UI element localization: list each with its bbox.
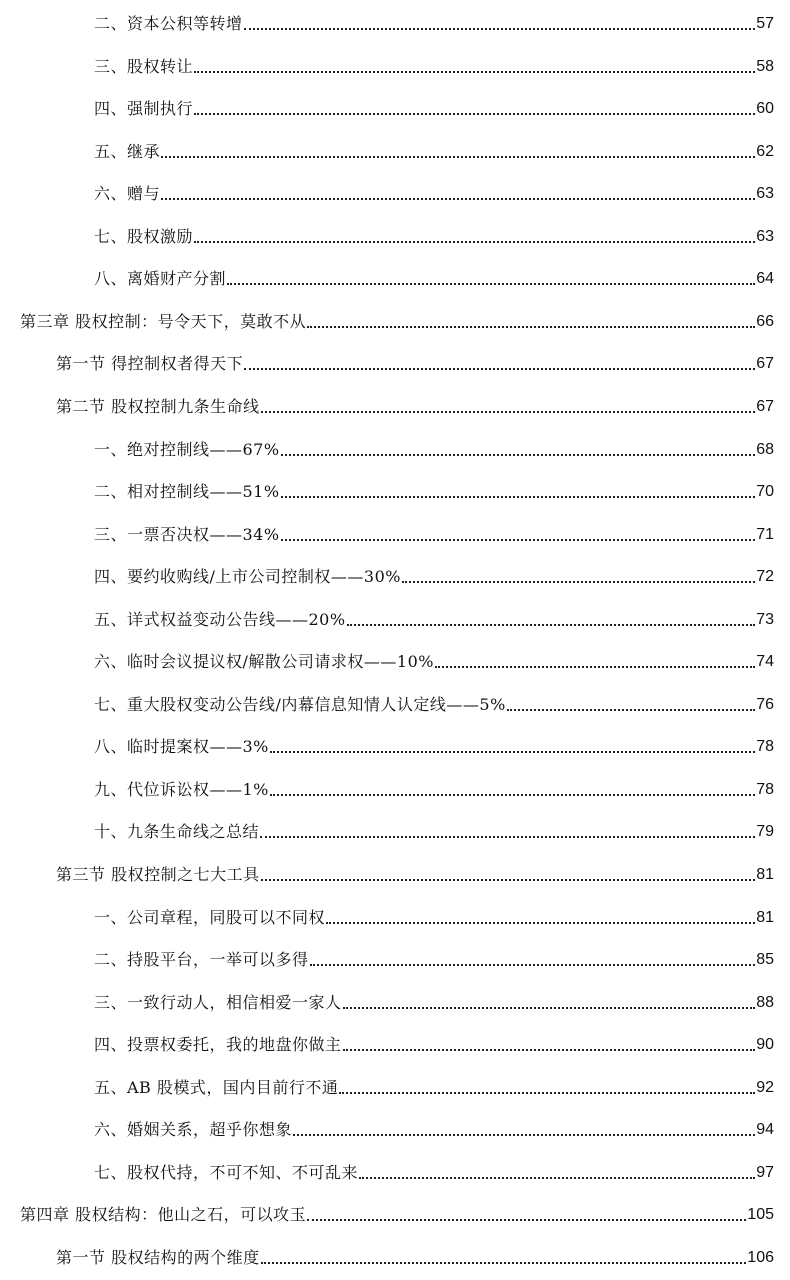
toc-page-number: 71: [756, 525, 774, 543]
toc-dot-leader: [270, 751, 755, 753]
toc-subsection-entry[interactable]: [94, 136, 774, 162]
toc-entry-title: 第三章 股权控制：号令天下，莫敢不从: [20, 311, 307, 331]
toc-subsection-entry[interactable]: [94, 774, 774, 800]
toc-page-number: 57: [756, 15, 774, 32]
toc-page-number: 97: [756, 1163, 774, 1181]
toc-dot-leader: [347, 624, 756, 626]
toc-page-number: 67: [756, 355, 774, 373]
toc-page-number: 85: [756, 951, 774, 969]
toc-section-entry[interactable]: [56, 348, 774, 374]
toc-subsection-entry[interactable]: [94, 902, 774, 928]
toc-page-number: 106: [747, 1248, 774, 1266]
toc-entry-title: 七、股权激励: [94, 226, 194, 246]
toc-subsection-entry[interactable]: [94, 1114, 774, 1140]
toc-dot-leader: [343, 1049, 756, 1051]
toc-subsection-entry[interactable]: [94, 93, 774, 119]
toc-entry-title: 六、临时会议提议权/解散公司请求权——10%: [94, 652, 434, 672]
toc-entry-title: 三、股权转让: [94, 56, 194, 76]
toc-subsection-entry[interactable]: [94, 476, 774, 502]
toc-page-number: 94: [756, 1121, 774, 1139]
toc-entry-title: 第四章 股权结构：他山之石，可以攻玉: [20, 1205, 307, 1225]
toc-dot-leader: [270, 794, 755, 796]
toc-section-entry[interactable]: [56, 1242, 774, 1268]
toc-entry-title: 三、一票否决权——34%: [94, 524, 280, 544]
toc-entry-title: 二、相对控制线——51%: [94, 482, 280, 502]
toc-section-entry[interactable]: [56, 391, 774, 417]
toc-dot-leader: [359, 1177, 755, 1179]
toc-dot-leader: [307, 326, 755, 328]
toc-entry-title: 四、投票权委托，我的地盘你做主: [94, 1035, 342, 1055]
toc-entry-title: 二、资本公积等转增: [94, 14, 243, 33]
toc-page-number: 105: [747, 1206, 774, 1224]
toc-subsection-entry[interactable]: [94, 604, 774, 630]
toc-subsection-entry[interactable]: [94, 1072, 774, 1098]
toc-entry-title: 第三节 股权控制之七大工具: [56, 865, 260, 884]
toc-page-number: 62: [756, 142, 774, 160]
toc-page-number: 66: [756, 312, 774, 330]
toc-dot-leader: [293, 1134, 755, 1136]
toc-page-number: 79: [756, 823, 774, 841]
toc-subsection-entry[interactable]: [94, 519, 774, 545]
toc-entry-title: 七、重大股权变动公告线/内幕信息知情人认定线——5%: [94, 694, 506, 714]
toc-subsection-entry[interactable]: [94, 987, 774, 1013]
toc-subsection-entry[interactable]: [94, 1029, 774, 1055]
toc-page-number: 63: [756, 227, 774, 245]
toc-dot-leader: [402, 581, 755, 583]
toc-subsection-entry[interactable]: [94, 689, 774, 715]
toc-page-number: 73: [756, 610, 774, 628]
toc-entry-title: 四、要约收购线/上市公司控制权——30%: [94, 567, 401, 587]
toc-entry-title: 十、九条生命线之总结: [94, 822, 260, 842]
toc-page-number: 68: [756, 440, 774, 458]
toc-entry-title: 二、持股平台，一举可以多得: [94, 950, 309, 970]
toc-dot-leader: [194, 113, 755, 115]
toc-entry-title: 五、AB 股模式，国内目前行不通: [94, 1077, 339, 1097]
toc-page-number: 92: [756, 1078, 774, 1096]
toc-page-number: 67: [756, 397, 774, 415]
toc-page-number: 58: [756, 57, 774, 75]
toc-dot-leader: [339, 1092, 755, 1094]
toc-page-number: 90: [756, 1036, 774, 1054]
toc-subsection-entry[interactable]: [94, 434, 774, 460]
toc-entry-title: 八、离婚财产分割: [94, 269, 227, 289]
toc-entry-title: 九、代位诉讼权——1%: [94, 779, 269, 799]
toc-dot-leader: [307, 1219, 746, 1221]
toc-dot-leader: [227, 283, 755, 285]
toc-subsection-entry[interactable]: [94, 8, 774, 34]
toc-subsection-entry[interactable]: [94, 263, 774, 289]
toc-dot-leader: [281, 539, 756, 541]
toc-dot-leader: [260, 836, 755, 838]
toc-dot-leader: [281, 454, 756, 456]
toc-dot-leader: [194, 71, 755, 73]
toc-dot-leader: [244, 28, 756, 30]
toc-section-entry[interactable]: [56, 859, 774, 885]
toc-dot-leader: [194, 241, 755, 243]
toc-entry-title: 四、强制执行: [94, 99, 194, 119]
toc-page-number: 81: [756, 908, 774, 926]
toc-dot-leader: [261, 879, 756, 881]
toc-page-number: 76: [756, 695, 774, 713]
toc-page-number: 70: [756, 483, 774, 501]
toc-dot-leader: [507, 709, 755, 711]
toc-dot-leader: [326, 922, 755, 924]
toc-entry-title: 八、临时提案权——3%: [94, 737, 269, 757]
toc-dot-leader: [281, 496, 756, 498]
toc-subsection-entry[interactable]: [94, 561, 774, 587]
toc-dot-leader: [244, 368, 755, 370]
toc-subsection-entry[interactable]: [94, 221, 774, 247]
toc-page-number: 60: [756, 100, 774, 118]
toc-page-number: 72: [756, 568, 774, 586]
toc-entry-title: 第一节 股权结构的两个维度: [56, 1247, 260, 1267]
toc-dot-leader: [261, 411, 756, 413]
toc-page-number: 88: [756, 993, 774, 1011]
toc-subsection-entry[interactable]: [94, 1157, 774, 1183]
toc-dot-leader: [310, 964, 756, 966]
toc-entry-title: 五、继承: [94, 141, 161, 161]
toc-page-number: 64: [756, 270, 774, 288]
toc-dot-leader: [261, 1262, 747, 1264]
toc-page-number: 78: [756, 738, 774, 756]
toc-entry-title: 第一节 得控制权者得天下: [56, 354, 244, 374]
toc-page-number: 81: [756, 866, 774, 883]
toc-entry-title: 一、公司章程，同股可以不同权: [94, 907, 326, 927]
toc-entry-title: 五、详式权益变动公告线——20%: [94, 609, 346, 629]
toc-subsection-entry[interactable]: [94, 646, 774, 672]
toc-entry-title: 七、股权代持，不可不知、不可乱来: [94, 1162, 359, 1182]
toc-page-number: 74: [756, 653, 774, 671]
toc-entry-title: 第二节 股权控制九条生命线: [56, 396, 260, 416]
toc-page-number: 78: [756, 780, 774, 798]
toc-dot-leader: [343, 1007, 756, 1009]
toc-page-number: 63: [756, 185, 774, 203]
toc-subsection-entry[interactable]: [94, 178, 774, 204]
toc-chapter-entry[interactable]: [20, 1199, 774, 1225]
toc-dot-leader: [435, 666, 755, 668]
toc-subsection-entry[interactable]: [94, 944, 774, 970]
toc-entry-title: 三、一致行动人，相信相爱一家人: [94, 992, 342, 1012]
toc-entry-title: 一、绝对控制线——67%: [94, 439, 280, 459]
toc-chapter-entry[interactable]: [20, 306, 774, 332]
toc-entry-title: 六、婚姻关系，超乎你想象: [94, 1120, 293, 1140]
toc-entry-title: 六、赠与: [94, 184, 161, 204]
toc-dot-leader: [161, 198, 755, 200]
toc-dot-leader: [161, 156, 755, 158]
toc-subsection-entry[interactable]: [94, 51, 774, 77]
toc-subsection-entry[interactable]: [94, 731, 774, 757]
toc-subsection-entry[interactable]: [94, 816, 774, 842]
